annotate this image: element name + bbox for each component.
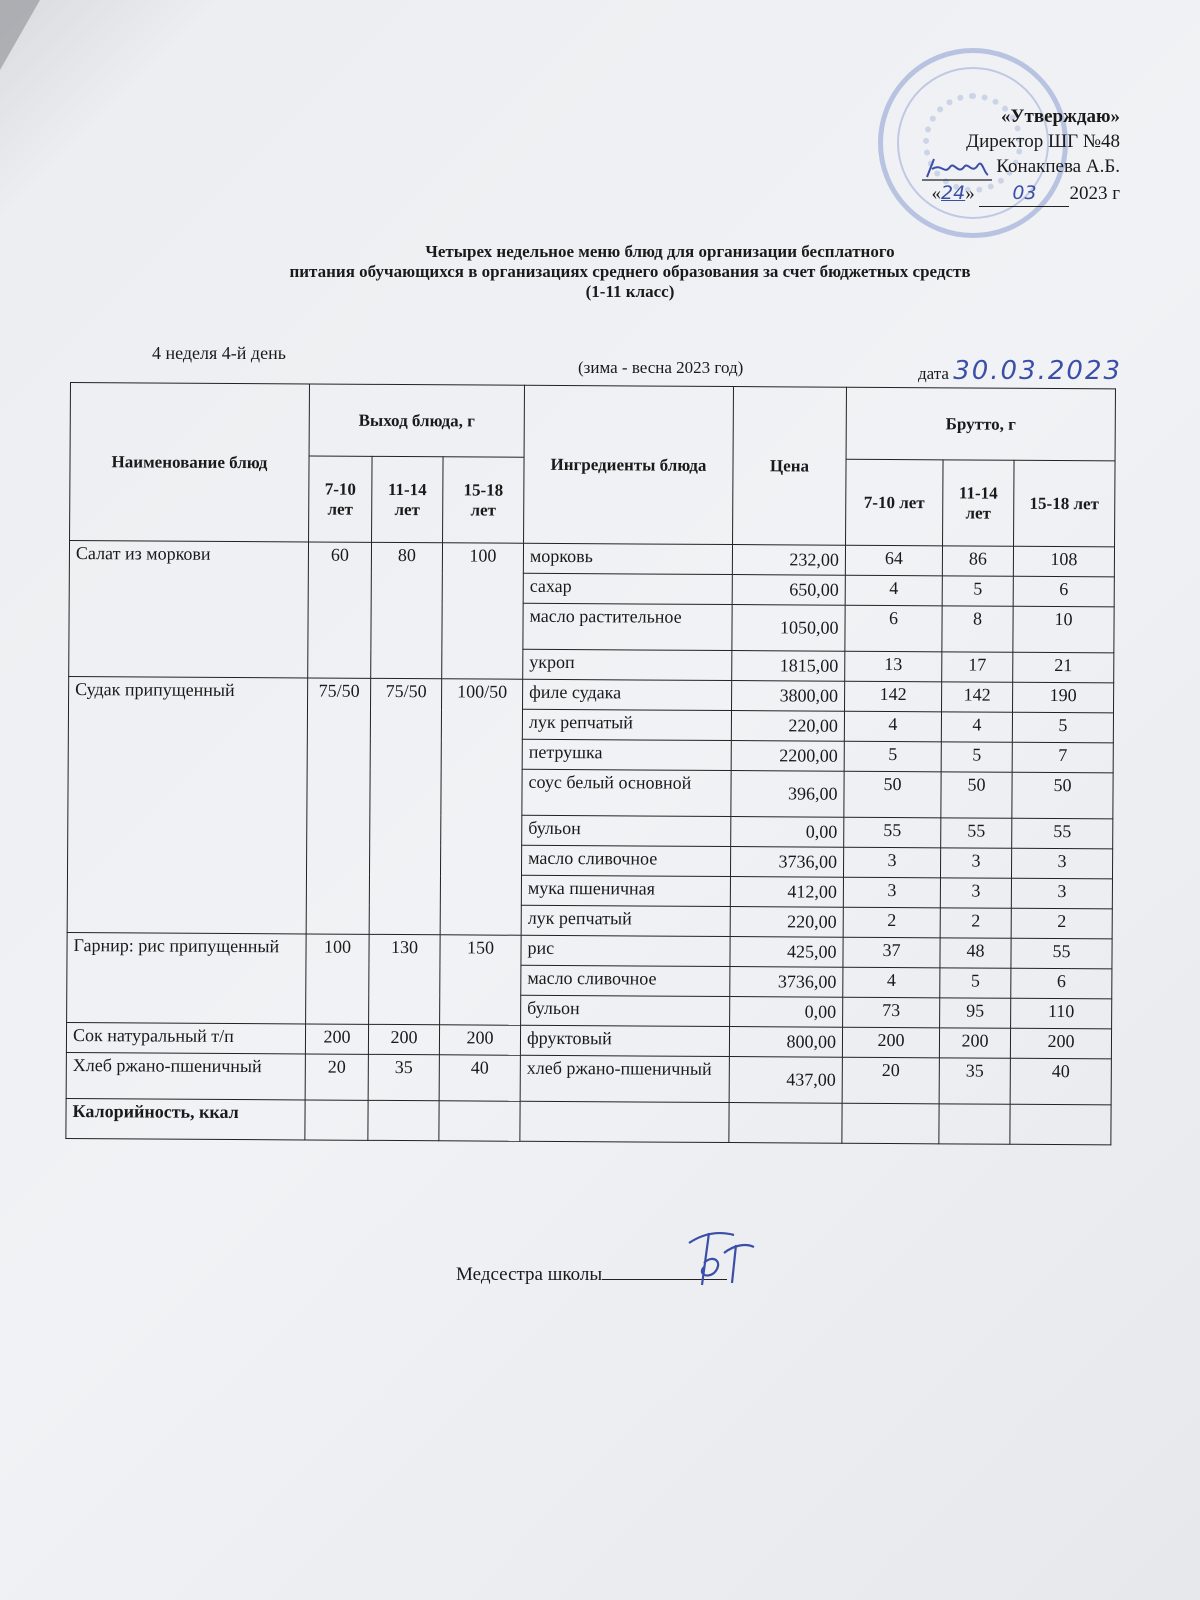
- dish-yield: 100: [306, 934, 370, 1024]
- ingredient-brutto: 190: [1013, 682, 1114, 713]
- ingredient-brutto: 7: [1012, 742, 1113, 773]
- nurse-signature-line: [456, 1263, 727, 1286]
- ingredient-brutto: 200: [939, 1028, 1010, 1058]
- ingredient-price: 437,00: [729, 1057, 842, 1104]
- dish-name: Хлеб ржано-пшеничный: [66, 1052, 305, 1099]
- approval-day: 24: [941, 181, 966, 204]
- header-yield-age-2: 11-14 лет: [372, 456, 444, 542]
- week-day: 4 неделя 4-й день: [152, 343, 286, 363]
- ingredient-name: бульон: [521, 995, 730, 1026]
- ingredient-name: лук репчатый: [522, 709, 731, 740]
- calories-label: Калорийность, ккал: [66, 1098, 305, 1139]
- ingredient-brutto: 2: [1011, 908, 1112, 939]
- ingredient-brutto: 13: [845, 651, 942, 682]
- ingredient-name: хлеб ржано-пшеничный: [520, 1055, 729, 1102]
- ingredient-brutto: 50: [1012, 772, 1113, 819]
- approval-name-line: [922, 154, 1120, 181]
- approval-position: Директор ШГ №48: [966, 131, 1120, 152]
- dish-yield: 75/50: [306, 678, 371, 934]
- ingredient-brutto: 55: [844, 817, 941, 848]
- season: (зима - весна 2023 год): [578, 358, 744, 377]
- nurse-label: Медсестра школы: [456, 1264, 603, 1285]
- dish-name: Сок натуральный т/п: [66, 1022, 305, 1053]
- ingredient-name: лук репчатый: [521, 905, 730, 936]
- dish-yield: 80: [371, 542, 443, 678]
- ingredient-brutto: 3: [843, 847, 940, 878]
- calories-cell: [939, 1104, 1010, 1144]
- ingredient-price: 3736,00: [730, 847, 843, 878]
- ingredient-name: рис: [521, 935, 730, 966]
- ingredient-brutto: 3: [1011, 878, 1112, 909]
- director-name: Конакпева А.Б.: [996, 156, 1120, 177]
- dish-yield: 200: [439, 1025, 520, 1055]
- ingredient-brutto: 20: [842, 1057, 939, 1104]
- ingredient-brutto: 4: [844, 711, 941, 742]
- ingredient-brutto: 55: [1011, 938, 1112, 969]
- dish-name: Судак припущенный: [67, 676, 308, 933]
- ingredient-price: 220,00: [731, 711, 844, 742]
- ingredient-brutto: 21: [1013, 652, 1114, 683]
- ingredient-price: 232,00: [732, 545, 845, 576]
- ingredient-price: 1815,00: [732, 651, 845, 682]
- dish-yield: 35: [368, 1054, 439, 1100]
- ingredient-price: 0,00: [731, 817, 844, 848]
- ingredient-name: масло растительное: [523, 603, 732, 650]
- ingredient-brutto: 108: [1013, 546, 1114, 577]
- calories-cell: [520, 1101, 729, 1142]
- ingredient-brutto: 5: [844, 741, 941, 772]
- dish-yield: 60: [308, 542, 372, 678]
- ingredient-brutto: 86: [942, 546, 1013, 576]
- ingredient-brutto: 48: [940, 938, 1011, 968]
- table-row: [69, 541, 1114, 577]
- document-title: [130, 242, 1130, 302]
- ingredient-name: соус белый основной: [522, 769, 731, 816]
- ingredient-name: масло сливочное: [521, 845, 730, 876]
- menu-table: [65, 382, 1116, 1145]
- ingredient-brutto: 5: [942, 576, 1013, 606]
- title-line-2: питания обучающихся в организациях среднего образования за счет бюджетных средств: [289, 262, 971, 281]
- ingredient-price: 3800,00: [732, 681, 845, 712]
- ingredient-price: 220,00: [730, 907, 843, 938]
- ingredient-price: 1050,00: [732, 605, 845, 652]
- approval-month: 03: [979, 181, 1069, 207]
- date-label: дата: [918, 364, 949, 383]
- dish-yield: 100/50: [440, 679, 523, 935]
- header-yield: Выход блюда, г: [309, 384, 524, 457]
- menu-date: [918, 356, 1122, 386]
- ingredient-brutto: 110: [1011, 998, 1112, 1029]
- ingredient-brutto: 200: [1010, 1028, 1111, 1059]
- ingredient-brutto: 73: [843, 997, 940, 1028]
- ingredient-price: 425,00: [730, 937, 843, 968]
- ingredient-brutto: 17: [942, 652, 1013, 682]
- ingredient-brutto: 142: [942, 682, 1013, 712]
- ingredient-brutto: 40: [1010, 1058, 1111, 1105]
- approval-heading: «Утверждаю»: [1001, 106, 1120, 127]
- approval-year: 2023 г: [1069, 182, 1120, 204]
- ingredient-name: филе судака: [523, 679, 732, 710]
- ingredient-brutto: 6: [845, 605, 942, 652]
- dish-yield: 100: [442, 543, 524, 679]
- ingredient-brutto: 50: [941, 772, 1012, 818]
- nurse-signature: [674, 1223, 784, 1293]
- calories-cell: [368, 1100, 439, 1140]
- ingredient-brutto: 3: [843, 877, 940, 908]
- ingredient-price: 650,00: [732, 575, 845, 606]
- ingredient-brutto: 50: [844, 771, 941, 818]
- ingredient-brutto: 3: [940, 848, 1011, 878]
- title-line-1: Четырех недельное меню блюд для организации бесплатного: [425, 242, 895, 261]
- title-line-3: (1-11 класс): [585, 282, 675, 301]
- ingredient-price: 800,00: [729, 1027, 842, 1058]
- dish-yield: 75/50: [369, 678, 442, 934]
- ingredient-price: 2200,00: [731, 741, 844, 772]
- ingredient-price: 396,00: [731, 771, 844, 818]
- calories-cell: [842, 1103, 939, 1144]
- ingredient-name: петрушка: [522, 739, 731, 770]
- dish-yield: 200: [305, 1024, 368, 1054]
- header-ingredients: Ингредиенты блюда: [524, 385, 734, 544]
- dish-name: Гарнир: рис припущенный: [67, 932, 307, 1023]
- ingredient-price: 3736,00: [730, 967, 843, 998]
- ingredient-name: сахар: [523, 573, 732, 604]
- header-yield-age-3: 15-18 лет: [443, 457, 525, 543]
- approval-block: [922, 104, 1120, 207]
- table-row: [67, 932, 1112, 968]
- header-dish: Наименование блюд: [70, 383, 310, 542]
- dish-yield: 40: [439, 1055, 520, 1101]
- ingredient-name: морковь: [523, 543, 732, 574]
- table-row: [66, 1052, 1111, 1104]
- calories-cell: [439, 1101, 520, 1141]
- dish-yield: 200: [368, 1024, 439, 1054]
- ingredient-brutto: 5: [940, 968, 1011, 998]
- ingredient-brutto: 3: [940, 878, 1011, 908]
- ingredient-price: 0,00: [730, 997, 843, 1028]
- ingredient-brutto: 37: [843, 937, 940, 968]
- ingredient-brutto: 10: [1013, 606, 1114, 653]
- ingredient-name: мука пшеничная: [521, 875, 730, 906]
- table-row: [69, 676, 1114, 712]
- header-brutto: Брутто, г: [846, 387, 1115, 461]
- ingredient-brutto: 6: [1013, 576, 1114, 607]
- page-corner-shadow: [0, 0, 40, 70]
- ingredient-name: масло сливочное: [521, 965, 730, 996]
- approval-date: «24» 03 2023 г: [922, 181, 1120, 207]
- ingredient-brutto: 2: [940, 908, 1011, 938]
- ingredient-brutto: 4: [843, 967, 940, 998]
- ingredient-brutto: 4: [941, 712, 1012, 742]
- ingredient-name: бульон: [522, 815, 731, 846]
- ingredient-brutto: 3: [1011, 848, 1112, 879]
- ingredient-brutto: 55: [941, 818, 1012, 848]
- ingredient-brutto: 2: [843, 907, 940, 938]
- ingredient-name: укроп: [523, 649, 732, 680]
- ingredient-brutto: 5: [941, 742, 1012, 772]
- ingredient-brutto: 64: [845, 545, 942, 576]
- dish-yield: 150: [440, 935, 522, 1025]
- calories-cell: [729, 1103, 842, 1144]
- director-signature: [922, 155, 992, 181]
- calories-row: [66, 1098, 1111, 1144]
- ingredient-name: фруктовый: [520, 1025, 729, 1056]
- ingredient-brutto: 95: [940, 998, 1011, 1028]
- header-price: Цена: [733, 387, 847, 546]
- date-value: 30.03.2023: [953, 356, 1123, 386]
- ingredient-brutto: 55: [1012, 818, 1113, 849]
- ingredient-brutto: 8: [942, 606, 1013, 652]
- dish-yield: 20: [305, 1054, 368, 1100]
- header-yield-age-1: 7-10 лет: [309, 456, 373, 542]
- ingredient-price: 412,00: [730, 877, 843, 908]
- ingredient-brutto: 6: [1011, 968, 1112, 999]
- calories-cell: [305, 1100, 368, 1140]
- ingredient-brutto: 142: [845, 681, 942, 712]
- header-brutto-age-1: 7-10 лет: [846, 459, 944, 546]
- ingredient-brutto: 200: [842, 1027, 939, 1058]
- header-brutto-age-3: 15-18 лет: [1014, 460, 1116, 547]
- ingredient-brutto: 5: [1012, 712, 1113, 743]
- header-brutto-age-2: 11-14 лет: [943, 460, 1015, 546]
- ingredient-brutto: 4: [845, 575, 942, 606]
- dish-yield: 130: [369, 934, 441, 1024]
- ingredient-brutto: 35: [939, 1058, 1010, 1104]
- dish-name: Салат из моркови: [69, 541, 309, 678]
- calories-cell: [1010, 1104, 1111, 1145]
